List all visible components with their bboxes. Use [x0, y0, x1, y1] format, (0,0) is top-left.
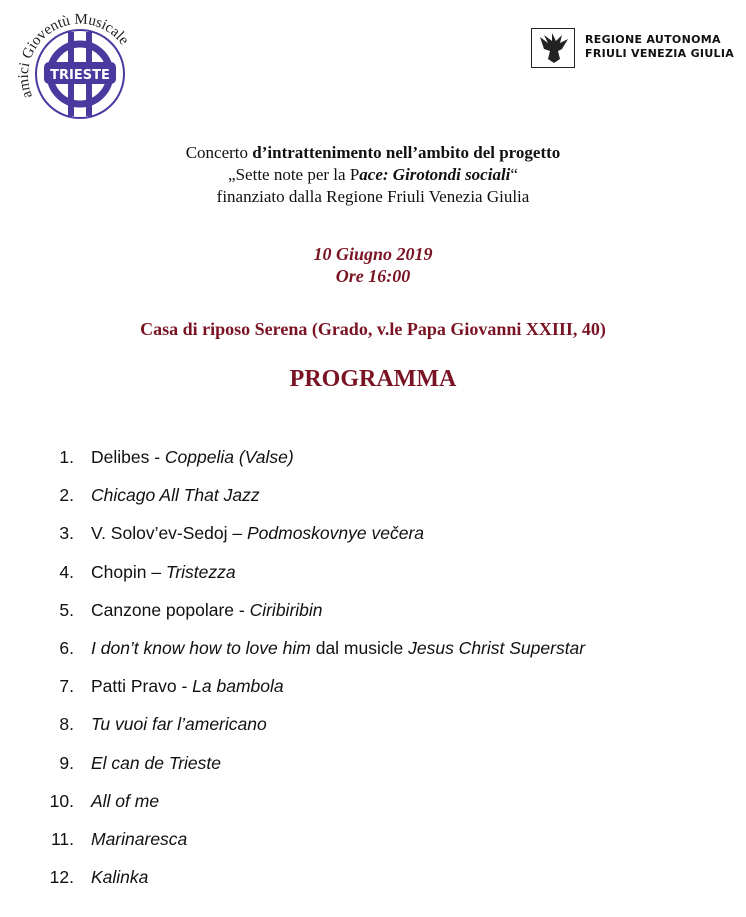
program-item-number: 7. — [59, 676, 74, 697]
program-item-number: 1. — [59, 447, 74, 467]
program-item — [40, 483, 740, 521]
program-item-text — [91, 521, 424, 545]
program-item-text — [91, 827, 187, 851]
regione-fvg-logo — [531, 28, 735, 70]
program-item-number: 6. — [59, 637, 74, 658]
program-item-author: Patti Pravo - — [91, 676, 193, 697]
program-item-title: Coppelia (Valse) — [164, 447, 294, 467]
program-item — [40, 598, 740, 636]
program-item-title: El can de Trieste — [91, 752, 222, 773]
intro-line3: finanziato dalla Regione Friuli Venezia Giulia — [216, 187, 530, 206]
date-block — [0, 243, 746, 287]
program-item-title: Ciribiribin — [249, 599, 323, 620]
gioventu-musicale-logo — [14, 4, 144, 132]
eagle-icon-box — [531, 28, 575, 68]
program-item-number: 5. — [59, 599, 74, 620]
logo-arc-text: amici Gioventù Musicale — [15, 11, 132, 101]
programma-title: PROGRAMMA — [289, 366, 457, 392]
venue: Casa di riposo Serena (Grado, v.le Papa Giovanni XXIII, 40) — [140, 319, 606, 339]
region-line2: FRIULI VENEZIA GIULIA — [585, 47, 735, 60]
program-item — [40, 751, 740, 789]
concert-time: Ore 16:00 — [335, 266, 411, 286]
program-item-author: Chopin – — [91, 561, 166, 582]
program-item-text — [91, 598, 323, 622]
intro-line1-bold: d’intrattenimento nell’ambito del progetto — [252, 143, 561, 162]
program-item-text — [91, 789, 159, 813]
program-item — [40, 674, 740, 712]
program-item-number: 12. — [49, 867, 74, 888]
intro-line2 — [0, 164, 746, 186]
gioventu-musicale-emblem — [14, 4, 144, 132]
intro-line1 — [0, 142, 746, 164]
program-item-text — [91, 712, 267, 736]
eagle-icon — [532, 29, 574, 67]
program-item-title: I don’t know how to love him — [91, 637, 311, 658]
program-list — [40, 445, 740, 903]
logo-badge-text: TRIESTE — [50, 68, 110, 83]
program-item-text — [91, 865, 148, 889]
program-item-author: V. Solov’ev-Sedoj – — [91, 523, 247, 544]
program-item-title: Tristezza — [165, 561, 236, 582]
program-item-author: Delibes - — [91, 447, 165, 467]
program-item — [40, 521, 740, 559]
concert-date: 10 Giugno 2019 — [313, 244, 433, 264]
program-item-author: Canzone popolare - — [91, 599, 250, 620]
program-item-number: 8. — [59, 714, 74, 735]
program-item-number: 2. — [59, 485, 74, 506]
program-item-text — [91, 483, 260, 507]
program-item — [40, 636, 740, 674]
intro-line2-end: “ — [510, 165, 518, 184]
program-item-title: Podmoskovnye večera — [246, 523, 425, 544]
program-item-text — [91, 751, 221, 775]
program-item-number: 4. — [59, 561, 74, 582]
intro-line2-plain: „Sette note per la P — [228, 165, 360, 184]
intro-line2-project: ace: Girotondi sociali — [359, 165, 511, 184]
program-item — [40, 712, 740, 750]
program-item-text — [91, 636, 585, 660]
program-item — [40, 560, 740, 598]
region-line1: REGIONE AUTONOMA — [585, 33, 721, 46]
program-item-title: All of me — [91, 790, 160, 811]
intro-line1-plain: Concerto — [185, 143, 253, 162]
program-item-author: dal musicle — [310, 637, 409, 658]
program-item-number: 11. — [50, 828, 74, 849]
program-item-number: 9. — [59, 752, 74, 773]
program-item-title: Chicago All That Jazz — [91, 485, 260, 506]
program-item-text — [91, 560, 236, 584]
program-item-title: Jesus Christ Superstar — [408, 637, 586, 658]
program-item — [40, 865, 740, 903]
program-item-number: 3. — [59, 523, 74, 544]
program-item-title: Kalinka — [91, 867, 149, 888]
program-item-text — [91, 674, 284, 698]
program-item-title: La bambola — [192, 676, 284, 697]
program-item-text — [91, 445, 294, 469]
intro-block — [0, 142, 746, 208]
program-item-title: Tu vuoi far l’americano — [91, 714, 267, 735]
program-item — [40, 789, 740, 827]
program-item — [40, 827, 740, 865]
program-item-title: Marinaresca — [91, 828, 188, 849]
program-item — [40, 445, 740, 483]
program-item-number: 10. — [49, 790, 74, 811]
